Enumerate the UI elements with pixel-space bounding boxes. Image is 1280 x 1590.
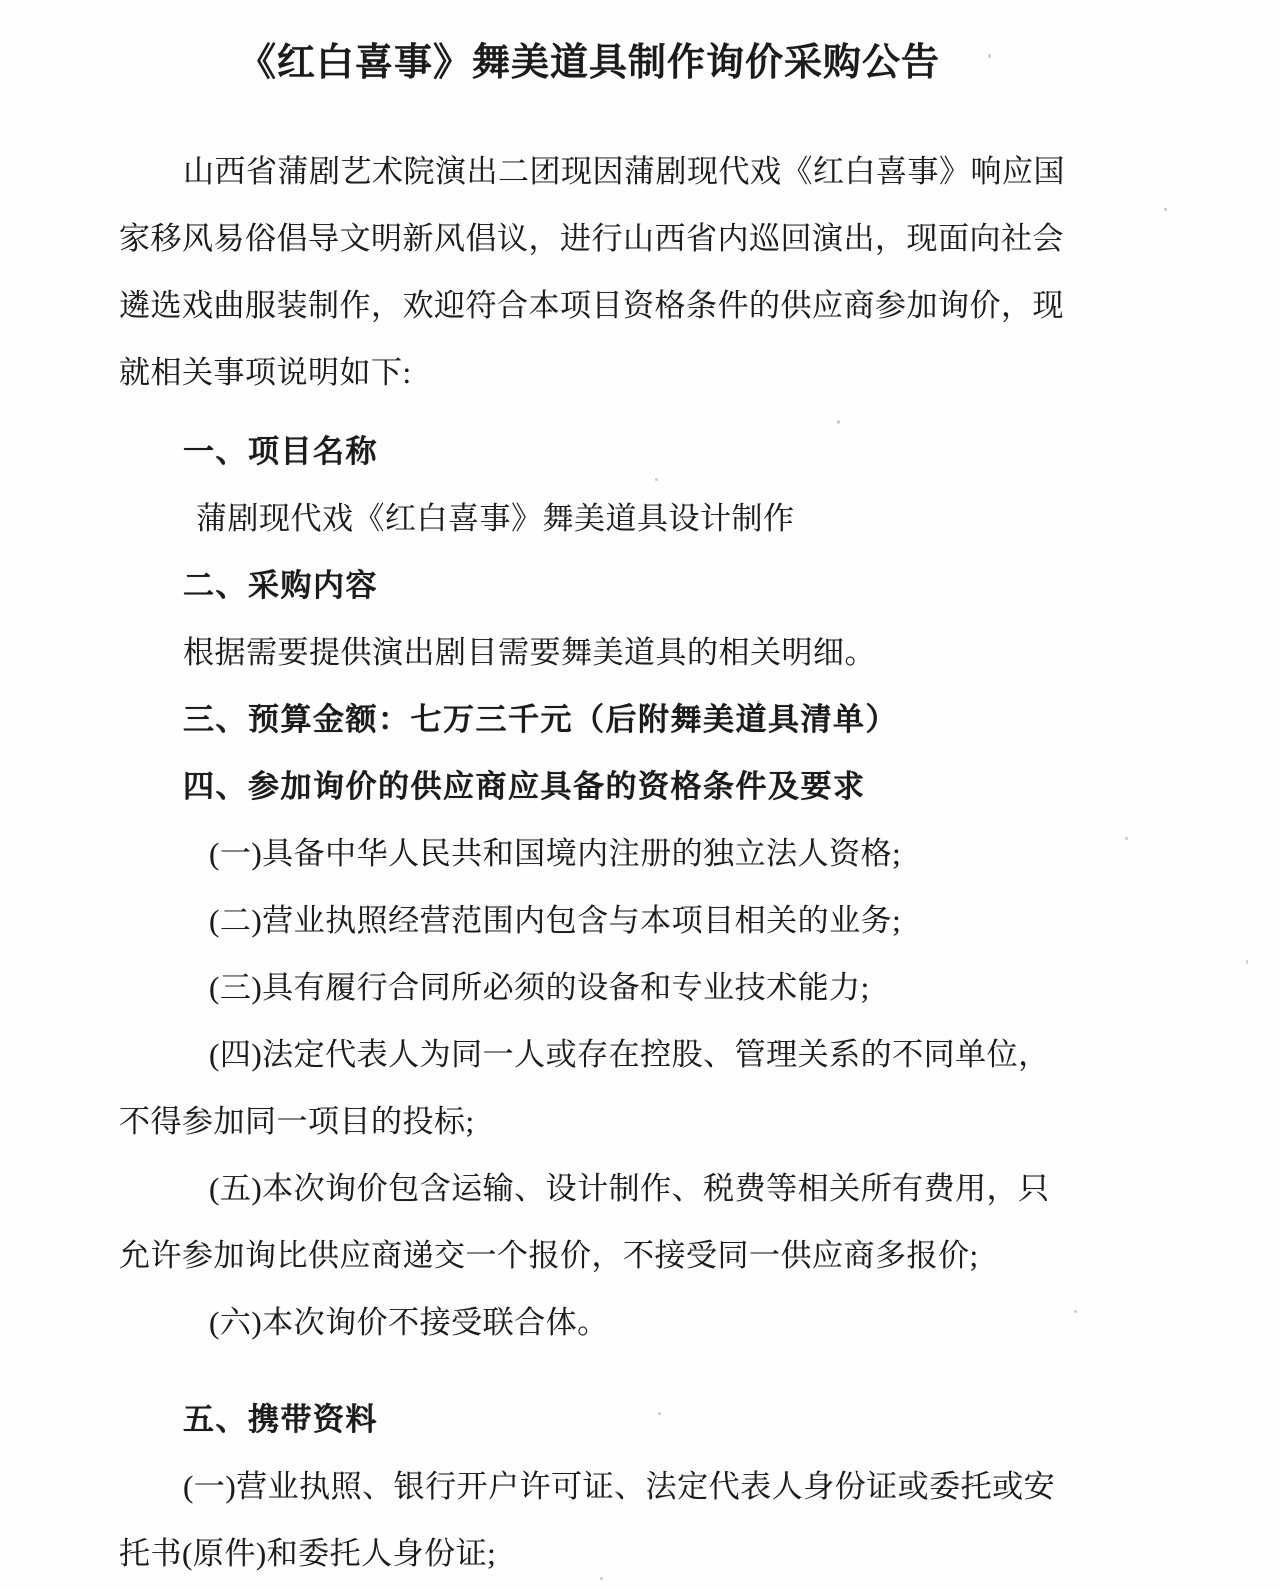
scan-speck (600, 1577, 603, 1580)
scan-speck (1074, 1310, 1077, 1313)
section-heading-project-name: 一、项目名称 (183, 434, 378, 469)
scan-speck (837, 420, 840, 424)
document-title: 《红白喜事》舞美道具制作询价采购公告 (237, 42, 940, 84)
document-line: 托书(原件)和委托人身份证; (119, 1536, 497, 1571)
document-line: 山西省蒲剧艺术院演出二团现因蒲剧现代戏《红白喜事》响应国 (183, 154, 1065, 189)
scan-speck (757, 700, 760, 703)
list-item: (一)具备中华人民共和国境内注册的独立法人资格; (209, 836, 902, 871)
section-heading-supplier-requirements: 四、参加询价的供应商应具备的资格条件及要求 (183, 769, 866, 804)
document-content (119, 0, 1065, 1587)
scan-speck (1164, 208, 1167, 211)
document-line: 就相关事项说明如下: (119, 355, 412, 390)
scan-speck (658, 1412, 661, 1415)
section-heading-budget: 三、预算金额：七万三千元（后附舞美道具清单） (183, 702, 898, 737)
document-line: 允许参加询比供应商递交一个报价，不接受同一供应商多报价; (119, 1238, 979, 1273)
document-line: 蒲剧现代戏《红白喜事》舞美道具设计制作 (196, 501, 795, 536)
list-item: (六)本次询价不接受联合体。 (209, 1305, 609, 1340)
document-line: 根据需要提供演出剧目需要舞美道具的相关明细。 (183, 635, 876, 670)
document-line: 家移风易俗倡导文明新风倡议，进行山西省内巡回演出，现面向社会 (119, 221, 1064, 256)
list-item: (三)具有履行合同所必须的设备和专业技术能力; (209, 970, 870, 1005)
list-item: (二)营业执照经营范围内包含与本项目相关的业务; (209, 903, 902, 938)
document-line: 遴选戏曲服装制作，欢迎符合本项目资格条件的供应商参加询价，现 (119, 288, 1064, 323)
list-item: (五)本次询价包含运输、设计制作、税费等相关所有费用，只 (209, 1171, 1050, 1206)
scan-speck (655, 478, 658, 481)
scan-speck (1246, 960, 1248, 964)
section-heading-procurement-content: 二、采购内容 (183, 568, 378, 603)
list-item: (一)营业执照、银行开户许可证、法定代表人身份证或委托或安 (183, 1469, 1056, 1504)
section-heading-required-documents: 五、携带资料 (183, 1402, 378, 1437)
scan-speck (1125, 837, 1128, 840)
document-line: 不得参加同一项目的投标; (119, 1104, 475, 1139)
list-item: (四)法定代表人为同一人或存在控股、管理关系的不同单位， (209, 1037, 1050, 1072)
scan-speck (988, 54, 991, 58)
